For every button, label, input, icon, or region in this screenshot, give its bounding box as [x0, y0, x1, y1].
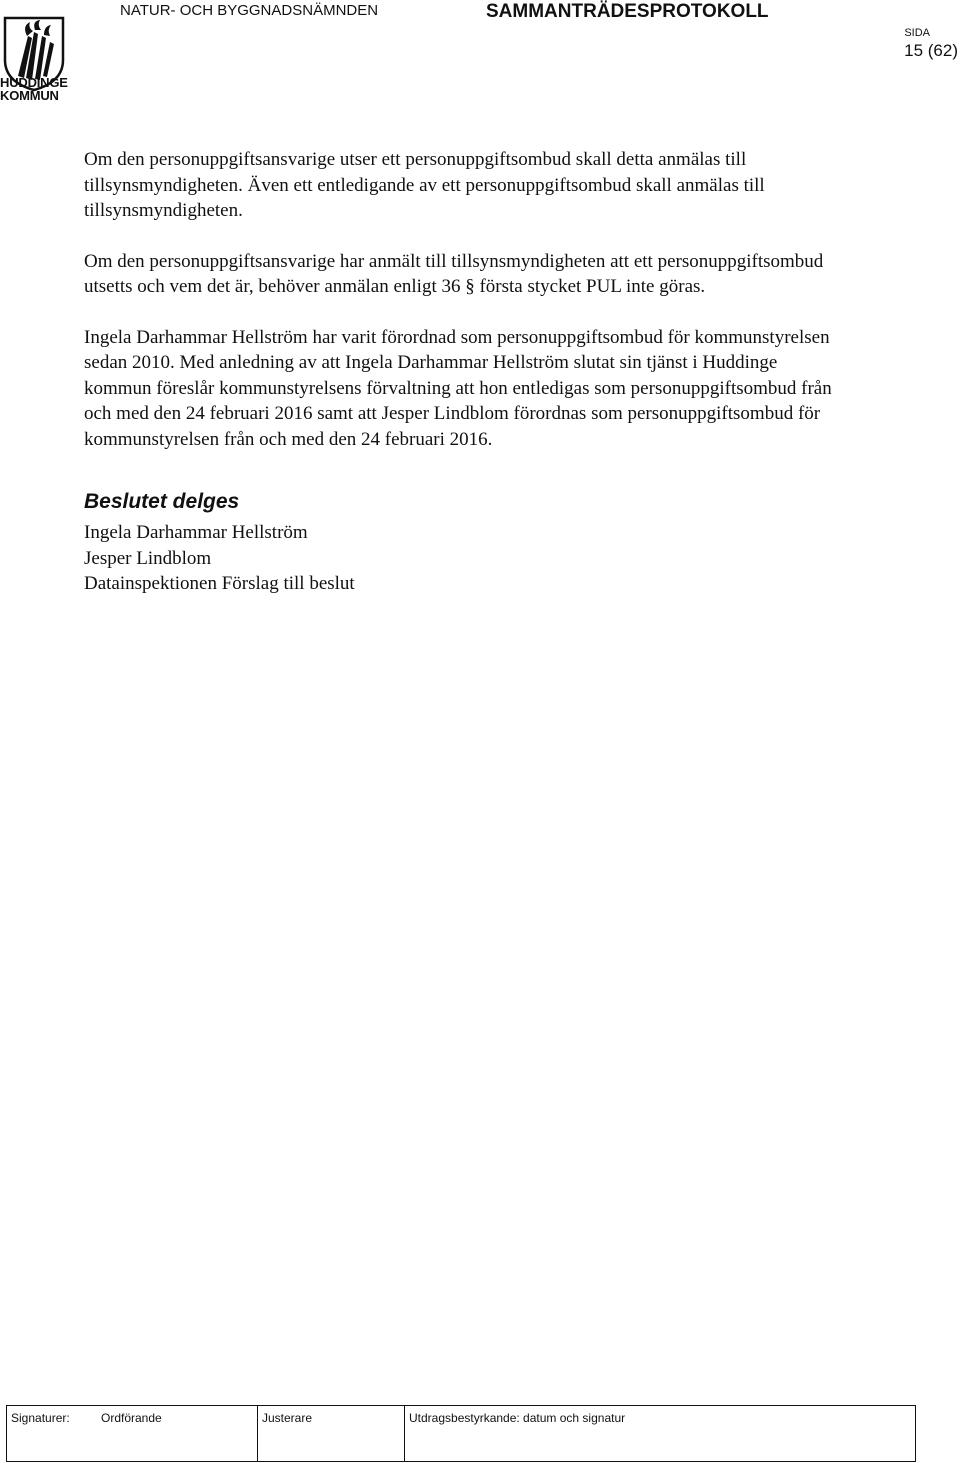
paragraph: Ingela Darhammar Hellström har varit förordnad som personuppgiftsombud för kommunstyrelsen sedan 2010. Med anledning av att Ingela Darhammar Hellström slutat sin tjänst i Huddinge kommun föreslår kommunstyrelsens förvaltning att hon entledigas som personuppgiftsombud från och med den 24 februari 2016 samt att Jesper Lindblom förordnas som personuppgiftsombud för kommunstyrelsen från och med den 24 februari 2016.: [84, 326, 832, 450]
organization-name: NATUR- OCH BYGGNADSNÄMNDEN: [120, 2, 379, 19]
signatures-label: Signaturer:: [11, 1411, 70, 1425]
recipient-item: Ingela Darhammar Hellström: [84, 522, 308, 543]
document-title: SAMMANTRÄDESPROTOKOLL: [486, 1, 769, 22]
chair-signature-cell: [97, 1406, 257, 1461]
chair-label: Ordförande: [101, 1411, 162, 1425]
recipient-item: Datainspektionen Förslag till beslut: [84, 573, 355, 594]
recipient-item: Jesper Lindblom: [84, 547, 212, 569]
signature-box: [6, 1405, 916, 1462]
paragraph: Om den personuppgiftsansvarige utser ett personuppgiftsombud skall detta anmälas till tillsynsmyndigheten. Även ett entledigande av ett personuppgiftsombud skall anmälas till tillsynsmyndigheten.: [84, 149, 765, 221]
adjuster-label: Justerare: [262, 1411, 313, 1425]
document-body: [84, 147, 844, 597]
adjuster-signature-cell: [258, 1406, 404, 1461]
page-label: SIDA: [904, 27, 930, 39]
paragraph: Om den personuppgiftsansvarige har anmält till tillsynsmyndigheten att ett personuppgiftsombud utsetts och vem det är, behöver anmälan enligt 36 § första stycket PUL inte göras.: [84, 250, 824, 297]
logo-line-1: HUDDINGE: [0, 75, 68, 90]
logo-line-2: KOMMUN: [0, 88, 59, 103]
section-heading: Beslutet delges: [84, 490, 240, 513]
signatures-cell: [7, 1406, 97, 1461]
logo-wordmark: [0, 76, 70, 102]
page-number: 15 (62): [904, 41, 958, 60]
extract-label: Utdragsbestyrkande: datum och signatur: [409, 1411, 626, 1425]
extract-signature-cell: [405, 1406, 913, 1461]
